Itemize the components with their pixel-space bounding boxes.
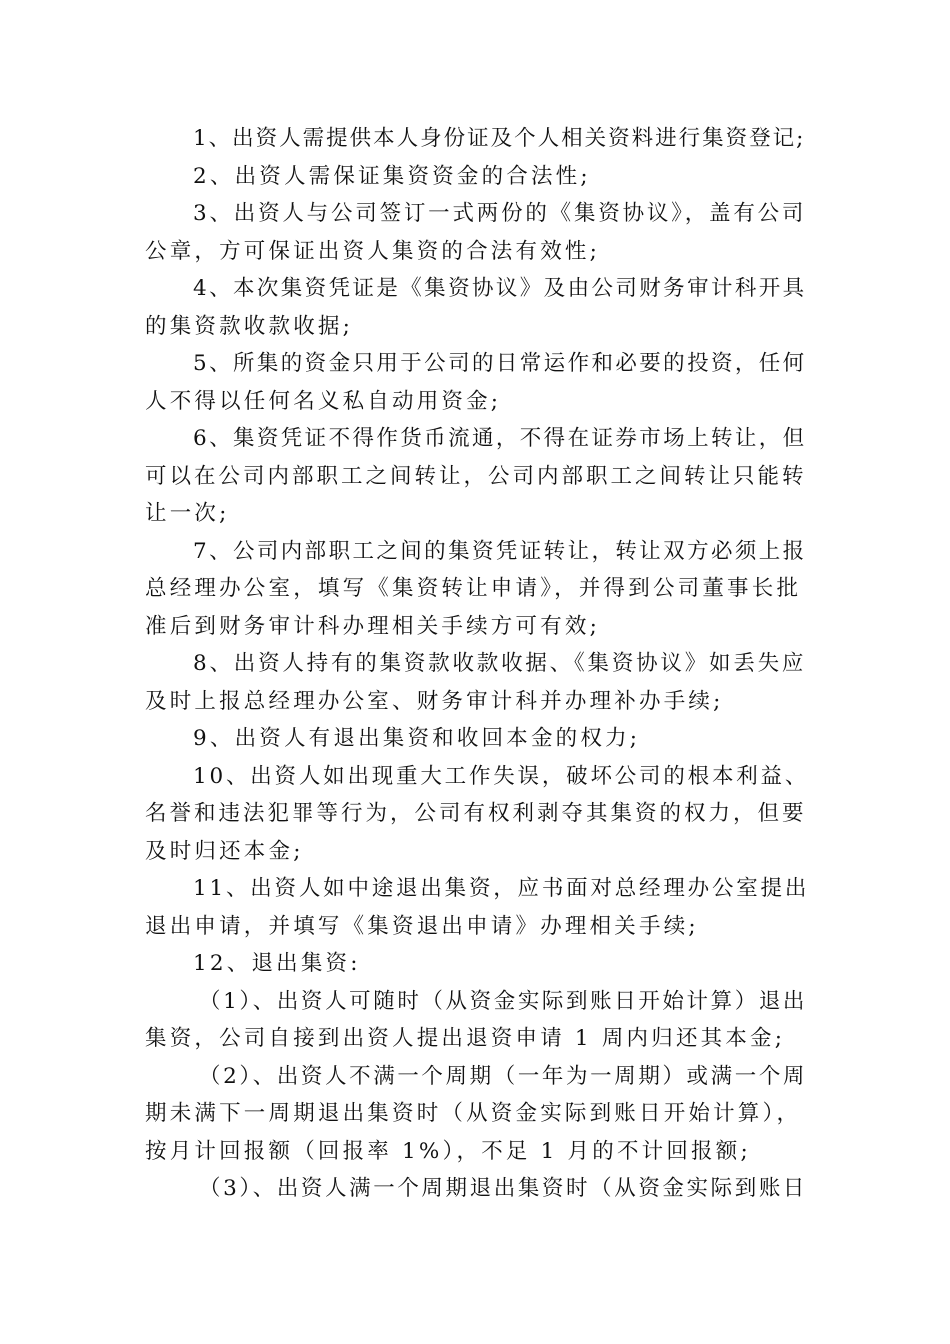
clause-6-continuation: 让一次; <box>145 501 230 526</box>
clause-11-line: 11、出资人如中途退出集资，应书面对总经理办公室提出 <box>193 876 810 901</box>
clause-4-line: 4、本次集资凭证是《集资协议》及由公司财务审计科开具 <box>193 276 807 301</box>
clause-12-heading: 12、退出集资: <box>193 951 361 976</box>
subclause-1-continuation: 集资，公司自接到出资人提出退资申请 1 周内归还其本金; <box>145 1026 786 1051</box>
clause-4-continuation: 的集资款收款收据; <box>145 313 354 339</box>
clause-10-continuation: 及时归还本金; <box>145 838 304 864</box>
clause-6-line: 6、集资凭证不得作货币流通，不得在证券市场上转让，但 <box>193 426 807 451</box>
clause-2-line: 2、出资人需保证集资资金的合法性; <box>193 163 591 189</box>
subclause-2-continuation: 按月计回报额（回报率 1%），不足 1 月的不计回报额; <box>145 1138 751 1164</box>
clause-7-continuation: 准后到财务审计科办理相关手续方可有效; <box>145 613 601 639</box>
clause-1-line: 1、出资人需提供本人身份证及个人相关资料进行集资登记; <box>193 126 806 151</box>
subclause-2-line: （2）、出资人不满一个周期（一年为一周期）或满一个周 <box>199 1063 808 1089</box>
clause-6-continuation: 可以在公司内部职工之间转让，公司内部职工之间转让只能转 <box>145 463 807 489</box>
subclause-3-line: （3）、出资人满一个周期退出集资时（从资金实际到账日 <box>199 1176 808 1201</box>
clause-7-line: 7、公司内部职工之间的集资凭证转让，转让双方必须上报 <box>193 538 807 564</box>
clause-11-continuation: 退出申请，并填写《集资退出申请》办理相关手续; <box>145 913 699 939</box>
clause-3-line: 3、出资人与公司签订一式两份的《集资协议》，盖有公司 <box>193 201 807 226</box>
clause-5-continuation: 人不得以任何名义私自动用资金; <box>145 388 502 414</box>
subclause-2-continuation: 期未满下一周期退出集资时（从资金实际到账日开始计算）， <box>145 1101 802 1126</box>
clause-10-line: 10、出资人如出现重大工作失误，破坏公司的根本利益、 <box>193 763 810 789</box>
clause-3-continuation: 公章，方可保证出资人集资的合法有效性; <box>145 238 601 264</box>
clause-7-continuation: 总经理办公室，填写《集资转让申请》，并得到公司董事长批 <box>145 576 802 601</box>
document-body <box>145 120 810 1208</box>
clause-9-line: 9、出资人有退出集资和收回本金的权力; <box>193 726 641 751</box>
subclause-1-line: （1）、出资人可随时（从资金实际到账日开始计算）退出 <box>199 988 808 1014</box>
clause-8-continuation: 及时上报总经理办公室、财务审计科并办理补办手续; <box>145 688 724 714</box>
clause-10-continuation: 名誉和违法犯罪等行为，公司有权利剥夺其集资的权力，但要 <box>145 801 807 826</box>
clause-5-line: 5、所集的资金只用于公司的日常运作和必要的投资，任何 <box>193 351 807 376</box>
clause-8-line: 8、出资人持有的集资款收款收据、《集资协议》如丢失应 <box>193 651 807 676</box>
